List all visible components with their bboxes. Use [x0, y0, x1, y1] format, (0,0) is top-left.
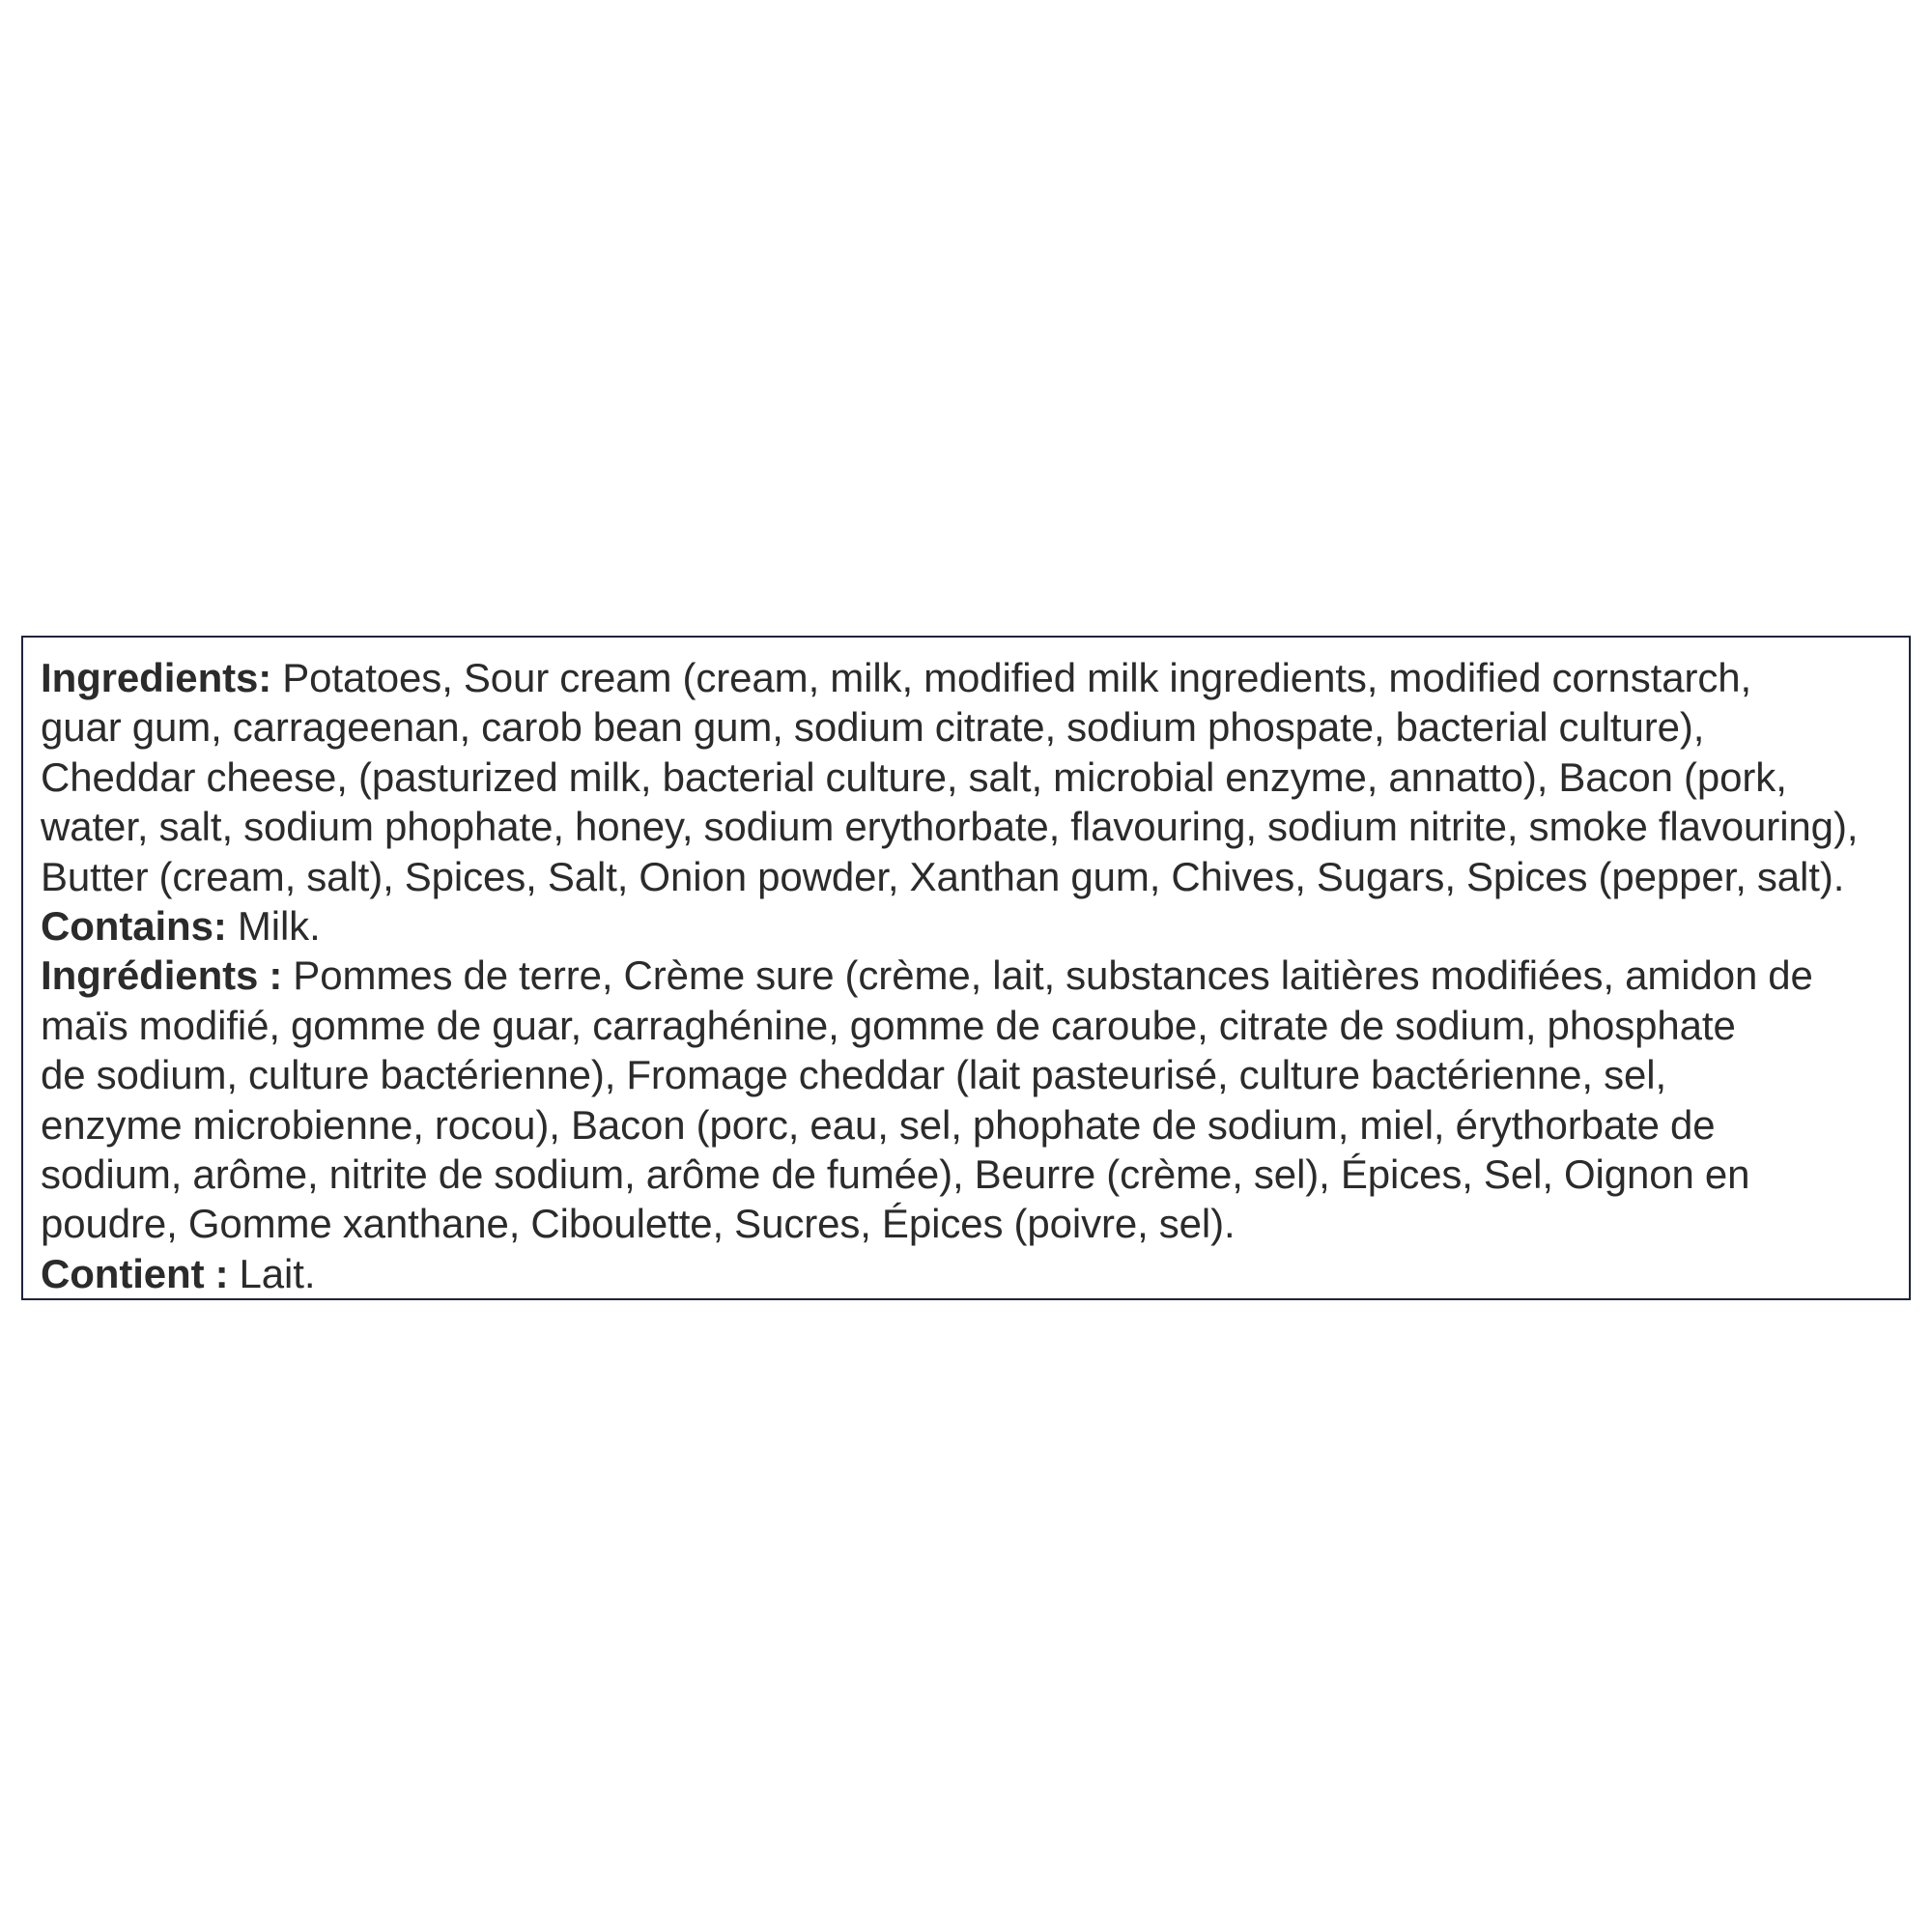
- french-ingredients-text: Pommes de terre, Crème sure (crème, lait, substances laitières modifiées, amidon de: [282, 952, 1813, 999]
- french-ingredients-line-4: enzyme microbienne, rocou), Bacon (porc, eau, sel, phophate de sodium, miel, érythorbate de: [41, 1101, 1716, 1148]
- french-ingredients-line-2: maïs modifié, gomme de guar, carraghénine, gomme de caroube, citrate de sodium, phosphate: [41, 1002, 1736, 1048]
- french-contains-text: Lait.: [228, 1250, 316, 1296]
- english-ingredients-line-3: Cheddar cheese, (pasturized milk, bacterial culture, salt, microbial enzyme, annatto), Bacon (pork,: [41, 753, 1787, 800]
- french-contains-line: [41, 1249, 1891, 1298]
- english-ingredients-heading: Ingredients:: [41, 655, 272, 700]
- english-ingredients-text: Potatoes, Sour cream (cream, milk, modified milk ingredients, modified cornstarch,: [271, 655, 1752, 700]
- french-ingredients-line-6: poudre, Gomme xanthane, Ciboulette, Sucres, Épices (poivre, sel).: [41, 1201, 1236, 1247]
- french-ingredients-line-3: de sodium, culture bactérienne), Fromage cheddar (lait pasteurisé, culture bactérienne, sel,: [41, 1052, 1667, 1098]
- ingredients-text-block: [41, 653, 1891, 1298]
- english-ingredients-line-1: [41, 653, 1891, 702]
- french-ingredients-line-1: [41, 951, 1891, 1000]
- french-ingredients-line-5: sodium, arôme, nitrite de sodium, arôme de fumée), Beurre (crème, sel), Épices, Sel, Oignon en: [41, 1151, 1750, 1198]
- ingredients-label-box: [21, 636, 1911, 1300]
- english-contains-text: Milk.: [226, 903, 321, 950]
- french-contains-heading: Contient :: [41, 1250, 229, 1296]
- french-ingredients-heading: Ingrédients :: [41, 952, 283, 999]
- english-ingredients-line-5: Butter (cream, salt), Spices, Salt, Onion powder, Xanthan gum, Chives, Sugars, Spices (pepper, salt).: [41, 853, 1845, 899]
- english-ingredients-line-2: guar gum, carrageenan, carob bean gum, sodium citrate, sodium phospate, bacterial culture),: [41, 704, 1705, 751]
- english-ingredients-line-4: water, salt, sodium phophate, honey, sodium erythorbate, flavouring, sodium nitrite, smoke flavouring),: [41, 804, 1859, 850]
- english-contains-line: [41, 901, 1891, 951]
- english-contains-heading: Contains:: [41, 903, 227, 950]
